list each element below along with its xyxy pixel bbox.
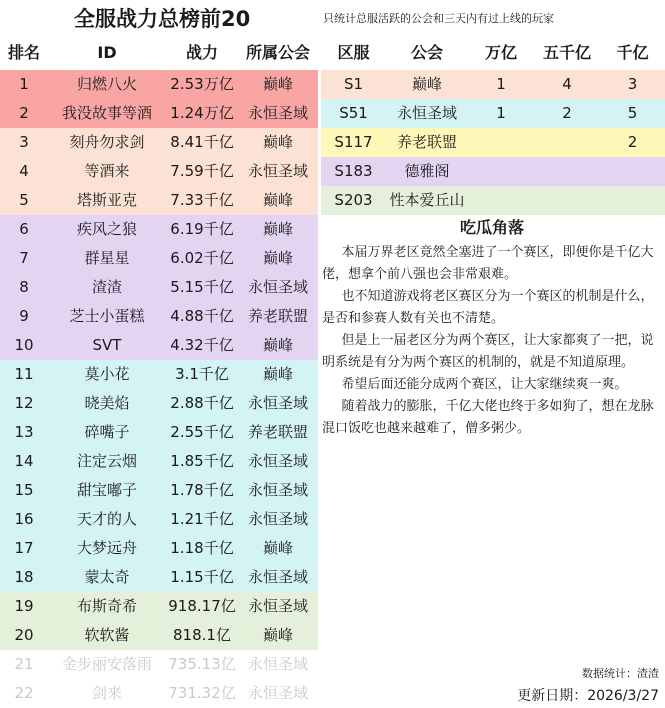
power-cell: 818.1亿	[173, 626, 231, 644]
player-id-cell: 注定云烟	[76, 452, 137, 470]
gossip-title: 吃瓜角落	[460, 218, 525, 237]
wuqian-count-cell	[534, 186, 600, 215]
column-header-wuqian: 五千亿	[542, 43, 591, 62]
server-cell: S203	[334, 191, 373, 209]
power-cell: 7.59千亿	[170, 162, 234, 180]
wuqian-count-cell: 4	[562, 75, 572, 93]
rank-cell: 14	[14, 452, 34, 470]
gossip-paragraph: 也不知道游戏将老区赛区分为一个赛区的机制是什么，是否和参赛人数有关也不清楚。	[322, 289, 654, 326]
ranking-row	[0, 563, 318, 592]
page-subtitle: 只统计总服活跃的公会和三天内有过上线的玩家	[323, 12, 554, 25]
qian-count-cell	[600, 186, 665, 215]
rank-cell: 2	[19, 104, 29, 122]
guild-cell: 永恒圣域	[247, 104, 308, 122]
player-id-cell: 我没故事等酒	[61, 104, 152, 122]
power-cell: 731.32亿	[168, 684, 236, 702]
rank-cell: 8	[19, 278, 29, 296]
player-id-cell: 金步丽安落雨	[61, 655, 152, 673]
wuqian-count-cell	[534, 157, 600, 186]
rank-cell: 4	[19, 162, 29, 180]
player-id-cell: 渣渣	[91, 278, 122, 296]
wan-count-cell	[468, 128, 534, 157]
column-header-rank: 排名	[7, 43, 40, 62]
power-cell: 1.85千亿	[170, 452, 234, 470]
server-row	[321, 186, 665, 215]
gossip-paragraph: 本届万界老区竟然全塞进了一个赛区，即便你是千亿大佬，想拿个前八强也会非常艰难。	[322, 245, 654, 282]
ranking-row	[0, 215, 318, 244]
wuqian-count-cell: 2	[562, 104, 572, 122]
ranking-row	[0, 505, 318, 534]
column-header-qian: 千亿	[616, 43, 649, 62]
guild-cell: 永恒圣域	[247, 394, 308, 412]
guild-cell: 永恒圣域	[247, 510, 308, 528]
guild-cell: 养老联盟	[247, 423, 308, 441]
rank-cell: 3	[19, 133, 29, 151]
power-cell: 2.53万亿	[170, 75, 234, 93]
column-header-server: 区服	[337, 43, 370, 62]
player-id-cell: 甜宝嘟子	[76, 481, 137, 499]
ranking-row	[0, 418, 318, 447]
player-id-cell: 莫小花	[84, 365, 130, 383]
server-table	[321, 70, 665, 215]
player-id-cell: 天才的人	[76, 510, 137, 528]
ranking-row	[0, 302, 318, 331]
rank-cell: 12	[14, 394, 34, 412]
player-id-cell: 剑来	[91, 684, 122, 702]
rank-cell: 7	[19, 249, 29, 267]
guild-cell: 巅峰	[262, 365, 293, 383]
ranking-table	[0, 70, 318, 708]
rank-cell: 5	[19, 191, 29, 209]
ranking-row	[0, 128, 318, 157]
server-guild-cell: 永恒圣域	[396, 104, 457, 122]
guild-cell: 永恒圣域	[247, 162, 308, 180]
ranking-row	[0, 70, 318, 99]
server-row	[321, 99, 665, 128]
ranking-row	[0, 389, 318, 418]
power-cell: 4.32千亿	[170, 336, 234, 354]
power-cell: 918.17亿	[168, 597, 236, 615]
power-cell: 3.1千亿	[175, 365, 229, 383]
ranking-row	[0, 650, 318, 679]
guild-cell: 永恒圣域	[247, 655, 308, 673]
server-cell: S51	[339, 104, 368, 122]
power-cell: 4.88千亿	[170, 307, 234, 325]
power-cell: 1.78千亿	[170, 481, 234, 499]
server-row	[321, 128, 665, 157]
server-cell: S183	[334, 162, 373, 180]
server-row	[321, 70, 665, 99]
ranking-row	[0, 621, 318, 650]
player-id-cell: 疾风之狼	[76, 220, 137, 238]
ranking-row	[0, 679, 318, 708]
server-guild-cell: 德雅阁	[404, 162, 450, 180]
player-id-cell: 刻舟勿求剑	[69, 133, 145, 151]
ranking-row	[0, 534, 318, 563]
player-id-cell: 布斯奇希	[76, 597, 137, 615]
ranking-row	[0, 360, 318, 389]
power-cell: 1.15千亿	[170, 568, 234, 586]
gossip-paragraph: 希望后面还能分成两个赛区，让大家继续爽一爽。	[341, 377, 628, 392]
player-id-cell: 塔斯亚克	[76, 191, 137, 209]
player-id-cell: 蒙太奇	[84, 568, 130, 586]
power-cell: 7.33千亿	[170, 191, 234, 209]
gossip-section	[322, 242, 658, 440]
stats-credit: 数据统计：渣渣	[582, 667, 659, 680]
rank-cell: 20	[14, 626, 34, 644]
page-title: 全服战力总榜前20	[74, 7, 251, 31]
guild-cell: 永恒圣域	[247, 568, 308, 586]
gossip-paragraph: 随着战力的膨胀，千亿大佬也终于多如狗了，想在龙脉混口饭吃也越来越难了，僧多粥少。	[322, 399, 654, 436]
power-cell: 1.21千亿	[170, 510, 234, 528]
wan-count-cell: 1	[496, 104, 506, 122]
guild-cell: 永恒圣域	[247, 684, 308, 702]
qian-count-cell: 3	[627, 75, 638, 93]
rank-cell: 13	[14, 423, 34, 441]
column-header-guild: 所属公会	[245, 43, 310, 62]
power-cell: 2.88千亿	[170, 394, 234, 412]
guild-cell: 巅峰	[262, 75, 293, 93]
guild-cell: 永恒圣域	[247, 481, 308, 499]
power-cell: 1.18千亿	[170, 539, 234, 557]
rank-cell: 22	[14, 684, 34, 702]
wan-count-cell: 1	[496, 75, 506, 93]
ranking-row	[0, 331, 318, 360]
ranking-row	[0, 99, 318, 128]
column-header-id: ID	[97, 43, 117, 62]
power-cell: 6.02千亿	[170, 249, 234, 267]
guild-cell: 巅峰	[262, 220, 293, 238]
rank-cell: 19	[14, 597, 34, 615]
column-header-wan: 万亿	[484, 43, 517, 62]
guild-cell: 巅峰	[262, 626, 293, 644]
server-row	[321, 157, 665, 186]
player-id-cell: SVT	[92, 336, 122, 354]
player-id-cell: 碎嘴子	[84, 423, 130, 441]
player-id-cell: 归燃八火	[76, 75, 137, 93]
gossip-paragraph: 但是上一届老区分为两个赛区，让大家都爽了一把，说明系统是有分为两个赛区的机制的，就是不知道原理。	[322, 333, 654, 370]
qian-count-cell	[600, 157, 665, 186]
power-cell: 2.55千亿	[170, 423, 234, 441]
guild-cell: 养老联盟	[247, 307, 308, 325]
qian-count-cell: 2	[627, 133, 638, 151]
server-guild-cell: 巅峰	[411, 75, 442, 93]
rank-cell: 6	[19, 220, 29, 238]
server-cell: S117	[334, 133, 373, 151]
rank-cell: 1	[19, 75, 29, 93]
rank-cell: 21	[14, 655, 34, 673]
power-cell: 1.24万亿	[170, 104, 234, 122]
ranking-row	[0, 447, 318, 476]
player-id-cell: 软软酱	[84, 626, 130, 644]
server-guild-cell: 性本爱丘山	[389, 191, 465, 209]
rank-cell: 9	[19, 307, 29, 325]
guild-cell: 巅峰	[262, 336, 293, 354]
wan-count-cell	[468, 186, 534, 215]
power-cell: 8.41千亿	[170, 133, 234, 151]
power-cell: 5.15千亿	[170, 278, 234, 296]
ranking-row	[0, 186, 318, 215]
wan-count-cell	[468, 157, 534, 186]
server-cell: S1	[343, 75, 364, 93]
ranking-row	[0, 273, 318, 302]
guild-cell: 永恒圣域	[247, 452, 308, 470]
player-id-cell: 芝士小蛋糕	[69, 307, 145, 325]
rank-cell: 18	[14, 568, 34, 586]
rank-cell: 16	[14, 510, 34, 528]
ranking-row	[0, 592, 318, 621]
update-date: 更新日期：2026/3/27	[517, 688, 659, 704]
player-id-cell: 大梦远舟	[76, 539, 137, 557]
ranking-row	[0, 244, 318, 273]
guild-cell: 永恒圣域	[247, 597, 308, 615]
guild-cell: 永恒圣域	[247, 278, 308, 296]
guild-cell: 巅峰	[262, 191, 293, 209]
guild-cell: 巅峰	[262, 539, 293, 557]
player-id-cell: 等酒来	[84, 162, 130, 180]
wuqian-count-cell	[534, 128, 600, 157]
ranking-row	[0, 157, 318, 186]
power-cell: 735.13亿	[168, 655, 236, 673]
qian-count-cell: 5	[627, 104, 638, 122]
power-cell: 6.19千亿	[170, 220, 234, 238]
player-id-cell: 群星星	[84, 249, 130, 267]
player-id-cell: 晓美焰	[84, 394, 130, 412]
rank-cell: 10	[14, 336, 34, 354]
column-header-power: 战力	[185, 43, 218, 62]
server-guild-cell: 养老联盟	[396, 133, 457, 151]
rank-cell: 17	[14, 539, 34, 557]
ranking-row	[0, 476, 318, 505]
rank-cell: 15	[14, 481, 34, 499]
column-header-server-guild: 公会	[410, 43, 443, 62]
guild-cell: 巅峰	[262, 249, 293, 267]
rank-cell: 11	[14, 365, 34, 383]
guild-cell: 巅峰	[262, 133, 293, 151]
